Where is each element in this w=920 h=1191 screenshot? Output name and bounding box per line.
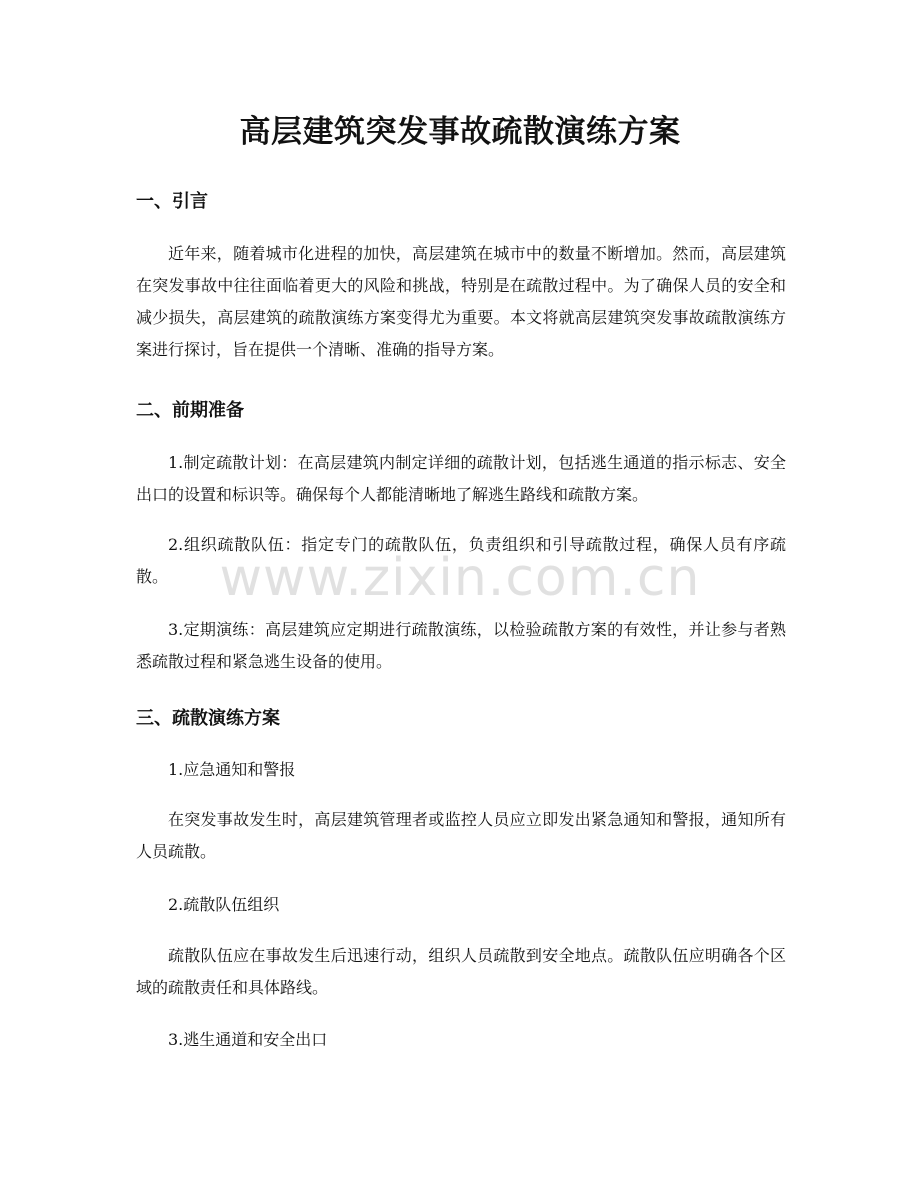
watermark-text: www.zixin.com.cn (219, 548, 701, 608)
paragraph-evacuation-team: 2.组织疏散队伍：指定专门的疏散队伍，负责组织和引导疏散过程，确保人员有序疏散。 (136, 535, 786, 586)
paragraph-evacuation-plan: 1.制定疏散计划：在高层建筑内制定详细的疏散计划，包括逃生通道的指示标志、安全出口的设置和标识等。确保每个人都能清晰地了解逃生路线和疏散方案。 (136, 453, 786, 504)
document-title: 高层建筑突发事故疏散演练方案 (239, 114, 681, 150)
section-heading-introduction: 一、引言 (136, 191, 208, 212)
paragraph-emergency-alarm: 在突发事故发生时，高层建筑管理者或监控人员应立即发出紧急通知和警报，通知所有人员疏散。 (136, 810, 786, 861)
paragraph-team-organization: 疏散队伍应在事故发生后迅速行动，组织人员疏散到安全地点。疏散队伍应明确各个区域的疏散责任和具体路线。 (136, 946, 786, 997)
paragraph-introduction: 近年来，随着城市化进程的加快，高层建筑在城市中的数量不断增加。然而，高层建筑在突发事故中往往面临着更大的风险和挑战，特别是在疏散过程中。为了确保人员的安全和减少损失，高层建筑的疏散演练方案变得尤为重要。本文将就高层建筑突发事故疏散演练方案进行探讨，旨在提供一个清晰、准确的指导方案。 (136, 244, 786, 359)
subheading-team-organization: 2.疏散队伍组织 (168, 895, 280, 914)
subheading-escape-routes: 3.逃生通道和安全出口 (168, 1030, 328, 1049)
subheading-emergency-alarm: 1.应急通知和警报 (168, 760, 296, 779)
paragraph-regular-drills: 3.定期演练：高层建筑应定期进行疏散演练，以检验疏散方案的有效性，并让参与者熟悉疏散过程和紧急逃生设备的使用。 (136, 620, 786, 671)
section-heading-preparation: 二、前期准备 (136, 400, 244, 421)
section-heading-drill-plan: 三、疏散演练方案 (136, 708, 280, 729)
